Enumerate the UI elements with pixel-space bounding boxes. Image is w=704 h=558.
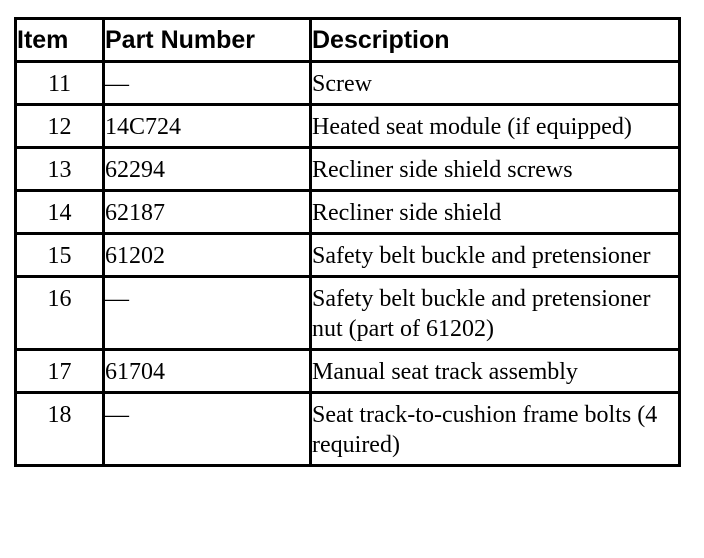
header-item: Item (16, 19, 104, 62)
cell-description: Heated seat module (if equipped) (311, 105, 680, 148)
cell-item: 11 (16, 62, 104, 105)
cell-item: 17 (16, 350, 104, 393)
table-header-row (16, 19, 680, 62)
cell-item: 18 (16, 393, 104, 466)
table-row (16, 62, 680, 105)
cell-part-number: 61202 (104, 234, 311, 277)
cell-item: 15 (16, 234, 104, 277)
table-row (16, 277, 680, 350)
cell-item: 16 (16, 277, 104, 350)
cell-part-number: — (104, 277, 311, 350)
parts-table (14, 17, 681, 467)
cell-part-number: 62294 (104, 148, 311, 191)
cell-description: Seat track-to-cushion frame bolts (4 required) (311, 393, 680, 466)
cell-part-number: — (104, 393, 311, 466)
cell-part-number: 62187 (104, 191, 311, 234)
cell-description: Screw (311, 62, 680, 105)
cell-description: Safety belt buckle and pretensioner (311, 234, 680, 277)
cell-description: Manual seat track assembly (311, 350, 680, 393)
cell-item: 13 (16, 148, 104, 191)
cell-part-number: — (104, 62, 311, 105)
cell-item: 12 (16, 105, 104, 148)
cell-item: 14 (16, 191, 104, 234)
table-row (16, 105, 680, 148)
table-row (16, 393, 680, 466)
header-part-number: Part Number (104, 19, 311, 62)
cell-part-number: 61704 (104, 350, 311, 393)
table-row (16, 234, 680, 277)
cell-description: Recliner side shield (311, 191, 680, 234)
cell-part-number: 14C724 (104, 105, 311, 148)
table-row (16, 350, 680, 393)
header-description: Description (311, 19, 680, 62)
table-row (16, 191, 680, 234)
cell-description: Recliner side shield screws (311, 148, 680, 191)
table-row (16, 148, 680, 191)
cell-description: Safety belt buckle and pretensioner nut (part of 61202) (311, 277, 680, 350)
